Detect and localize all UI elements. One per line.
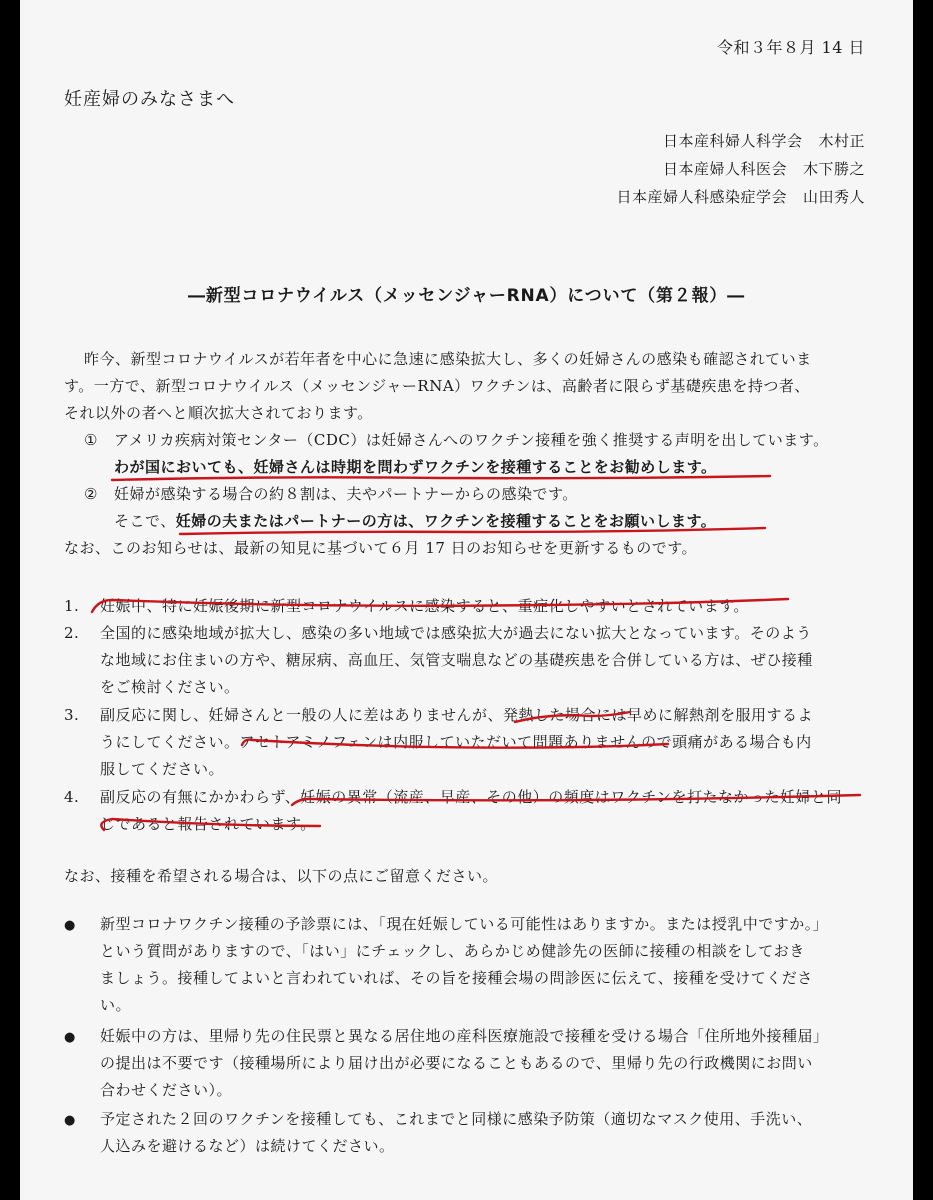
note-line: なお、接種を希望される場合は、以下の点にご留意ください。: [64, 867, 499, 885]
point-text: アメリカ疾病対策センター（CDC）は妊婦さんへのワクチン接種を強く推奨する声明を出しています。: [114, 431, 829, 449]
bullet-text: 予定された２回のワクチンを接種しても、これまでと同様に感染予防策（適切なマスク使用、手洗い、: [100, 1110, 813, 1128]
item-text: 副反応の有無にかかわらず、妊娠の異常（流産、早産、その他）の頻度はワクチンを打たなかった妊婦と同: [100, 788, 843, 806]
intro-closing: なお、このお知らせは、最新の知見に基づいて６月 17 日のお知らせを更新するものです。: [64, 539, 698, 557]
signer-organization: 日本産婦人科医会: [662, 160, 787, 178]
point-marker: ①: [84, 431, 98, 449]
signer-organization: 日本産婦人科感染症学会: [616, 188, 787, 206]
numbered-item: [64, 787, 842, 807]
item-text: うにしてください。アセトアミノフェンは内服していただいて問題ありませんので頭痛がある場合も内: [100, 733, 812, 751]
bullet-marker: ●: [64, 1030, 76, 1045]
point-1-emphasis: わが国においても、妊婦さんは時期を問わずワクチンを接種することをお勧めします。: [114, 458, 717, 476]
item-text: 副反応に関し、妊婦さんと一般の人に差はありませんが、発熱した場合には早めに解熱剤を服用するよ: [100, 706, 814, 724]
item-text: をご検討ください。: [100, 678, 240, 696]
document-date: 令和３年８月 14 日: [716, 38, 865, 57]
signer-organization: 日本産科婦人科学会: [662, 132, 803, 150]
numbered-item: [64, 623, 812, 643]
point-1: [84, 430, 829, 450]
signer: [663, 131, 865, 151]
intro-line: す。一方で、新型コロナウイルス（メッセンジャーRNA）ワクチンは、高齢者に限らず基礎疾患を持つ者、: [64, 377, 810, 395]
document-title: ―新型コロナウイルス（メッセンジャーRNA）について（第２報）―: [188, 286, 745, 306]
bullet-text: 新型コロナワクチン接種の予診票には、「現在妊娠している可能性はありますか。または授乳中ですか。」: [100, 915, 829, 933]
item-text: 妊娠中、特に妊娠後期に新型コロナウイルスに感染すると、重症化しやすいとされています。: [100, 597, 749, 615]
point-marker: ②: [84, 485, 98, 503]
numbered-item: [64, 596, 749, 616]
bullet-text: 人込みを避けるなど）は続けてください。: [100, 1137, 395, 1155]
item-number: 2.: [64, 624, 80, 642]
bullet-text: 合わせください）。: [100, 1081, 233, 1099]
bullet-text: 妊娠中の方は、里帰り先の住民票と異なる居住地の産科医療施設で接種を受ける場合「住所地外接種届」: [100, 1027, 829, 1045]
point-2-emphasis-line: [114, 511, 716, 531]
bullet-text: という質問がありますので、「はい」にチェックし、あらかじめ健診先の医師に接種の相談をしておき: [100, 942, 805, 960]
intro-line: それ以外の者へと順次拡大されております。: [64, 404, 373, 422]
bullet-item: [64, 1026, 829, 1048]
signer-name: 木下勝之: [802, 160, 865, 178]
point-2: [84, 484, 578, 504]
greeting: 妊産婦のみなさまへ: [64, 89, 235, 110]
signer-name: 山田秀人: [802, 188, 865, 206]
item-number: 3.: [64, 706, 80, 724]
bullet-text: の提出は不要です（接種場所により届け出が必要になることもあるので、里帰り先の行政機関にお問い: [100, 1054, 813, 1072]
bullet-marker: ●: [64, 918, 76, 933]
signer-name: 木村正: [818, 132, 865, 150]
item-text: 全国的に感染地域が拡大し、感染の多い地域では感染拡大が過去にない拡大となっています。そのよう: [100, 624, 812, 642]
point-text: 妊婦が感染する場合の約８割は、夫やパートナーからの感染です。: [114, 485, 578, 503]
item-text: じであると報告されています。: [100, 815, 316, 833]
numbered-item: [64, 705, 813, 725]
signer: [663, 159, 865, 179]
point-2-lead: そこで、: [114, 512, 176, 530]
item-text: 服してください。: [100, 760, 225, 778]
item-text: な地域にお住まいの方や、糖尿病、高血圧、気管支喘息などの基礎疾患を合併している方は、ぜひ接種: [100, 651, 813, 669]
intro-line: 昨今、新型コロナウイルスが若年者を中心に急速に感染拡大し、多くの妊婦さんの感染も確認されていま: [84, 350, 812, 368]
bullet-text: い。: [100, 996, 132, 1014]
document-page: [20, 0, 913, 1200]
bullet-item: [64, 1109, 812, 1131]
signer: [616, 187, 865, 207]
bullet-text: ましょう。接種してよいと言われていれば、その旨を接種会場の問診医に伝えて、接種を受けてくださ: [100, 969, 813, 987]
bullet-marker: ●: [64, 1113, 76, 1128]
point-2-emphasis: 妊婦の夫またはパートナーの方は、ワクチンを接種することをお願いします。: [175, 512, 717, 530]
item-number: 1.: [64, 597, 80, 615]
bullet-item: [64, 914, 828, 936]
item-number: 4.: [64, 788, 80, 806]
